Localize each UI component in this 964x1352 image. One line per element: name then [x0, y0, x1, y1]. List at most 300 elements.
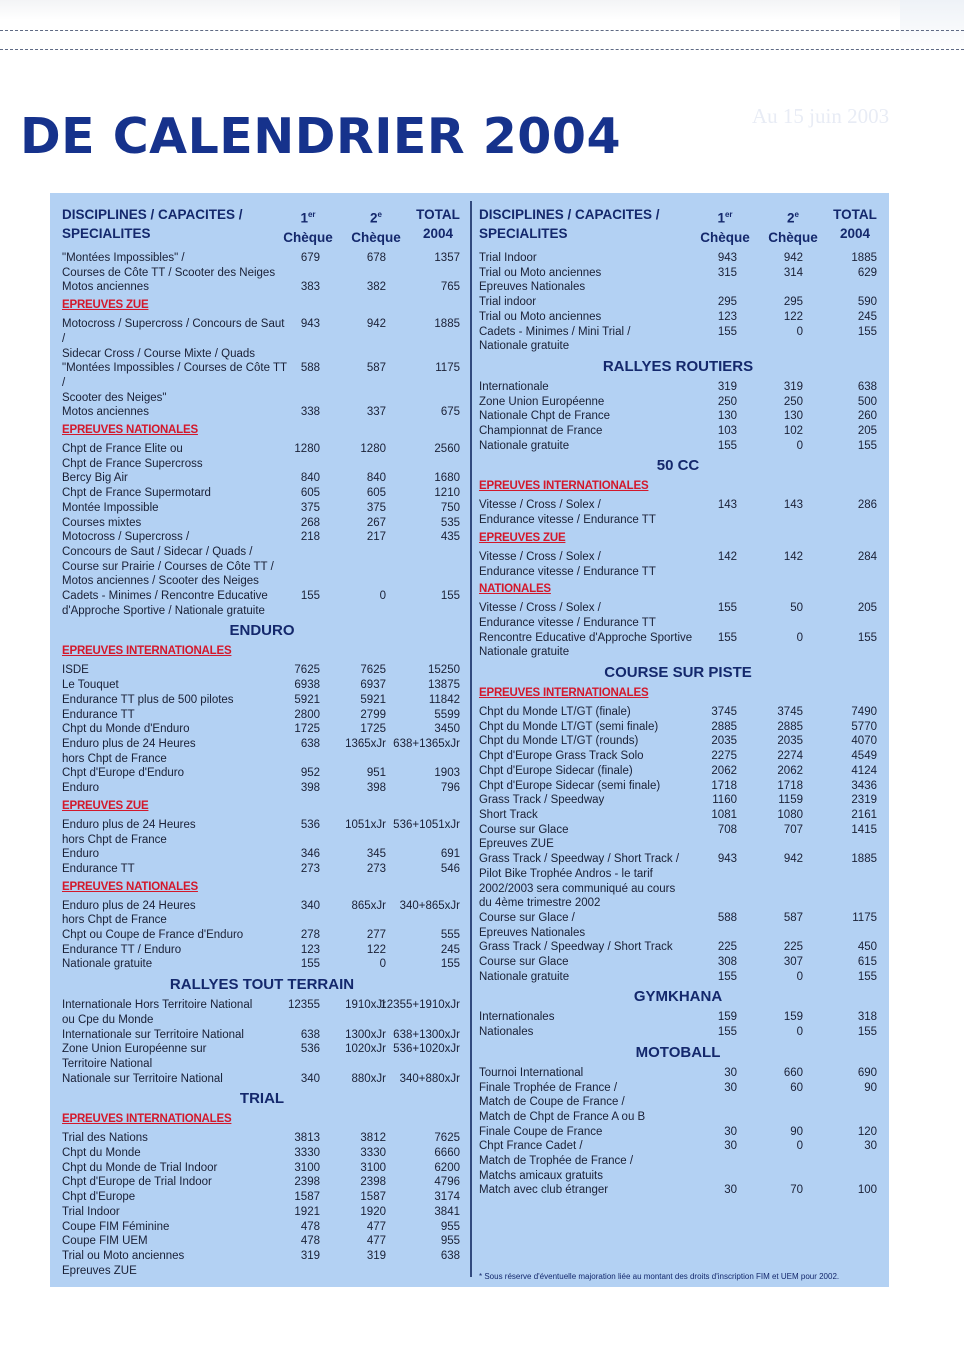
second-cheque-value: 295	[783, 296, 803, 309]
row-label-line: Enduro plus de 24 Heures	[62, 818, 196, 831]
second-cheque-value: 277	[366, 929, 386, 942]
first-cheque-value: 155	[717, 970, 737, 983]
row-label-line: Nationale Chpt de France	[479, 410, 611, 423]
second-cheque-value: 0	[796, 1026, 803, 1039]
first-cheque-value: 1725	[294, 723, 320, 736]
first-cheque-value: 2035	[711, 735, 737, 748]
total-value: 90	[864, 1081, 877, 1094]
row-label-line: Nationale gratuite	[479, 340, 570, 353]
second-cheque-value: 0	[379, 590, 386, 603]
total-value: 690	[857, 1066, 877, 1079]
total-value: 536+1051xJr	[393, 818, 460, 831]
total-value: 4796	[434, 1176, 460, 1189]
row-label-line: Bercy Big Air	[62, 472, 128, 485]
row-label-line: Chpt du Monde d'Enduro	[62, 723, 190, 736]
row-label-line: Endurance vitesse / Endurance TT	[479, 565, 656, 578]
column-divider	[470, 201, 472, 1277]
row-label-line: Trial Indoor	[479, 252, 537, 264]
tariff-row	[62, 486, 462, 501]
tariff-row	[479, 823, 877, 838]
tariff-row	[479, 325, 877, 354]
first-cheque-value: 708	[717, 823, 737, 836]
tariff-row	[479, 1139, 877, 1183]
total-value: 435	[440, 531, 460, 544]
row-label	[62, 317, 288, 361]
second-cheque-value: 102	[783, 425, 803, 438]
tariff-row	[62, 1220, 462, 1235]
first-cheque-value: 588	[717, 911, 737, 924]
total-value: 4549	[851, 750, 877, 763]
row-label	[62, 1264, 288, 1279]
header-title-line1: DISCIPLINES / CAPACITES /	[479, 207, 660, 222]
row-label-line: "Montées Impossibles" /	[62, 252, 185, 264]
first-cheque-value: 12355	[288, 999, 320, 1012]
row-label-line: Enduro plus de 24 Heures	[62, 737, 196, 750]
first-cheque-value: 478	[300, 1220, 320, 1233]
first-cheque-value: 30	[724, 1066, 737, 1079]
tariff-row	[62, 847, 462, 862]
second-cheque-value: 2062	[777, 764, 803, 777]
row-label-line: Motos anciennes	[62, 406, 149, 419]
tariff-row	[479, 409, 877, 424]
first-cheque-value: 478	[300, 1235, 320, 1248]
second-cheque-value: 477	[366, 1235, 386, 1248]
row-label-line: Course sur Prairie / Courses de Côte TT /	[62, 560, 274, 573]
tariff-row	[479, 1125, 877, 1140]
second-cheque-value: 319	[783, 380, 803, 393]
row-label-line: Concours de Saut / Sidecar / Quads /	[62, 545, 253, 558]
second-cheque-value: 2885	[777, 720, 803, 733]
header-title-line2: SPECIALITES	[62, 226, 151, 241]
header-title	[479, 205, 699, 243]
row-label	[62, 766, 288, 781]
tariff-row	[62, 471, 462, 486]
row-label-line: Endurance TT / Enduro	[62, 943, 182, 956]
total-value: 11842	[428, 693, 460, 706]
second-cheque-value: 2799	[360, 708, 386, 721]
first-cheque-value: 536	[300, 818, 320, 831]
row-label	[479, 940, 705, 955]
category-subheading: EPREUVES NATIONALES	[62, 880, 198, 893]
second-cheque-value: 2035	[777, 735, 803, 748]
row-label-line: Enduro	[62, 848, 100, 861]
row-label-line: Courses mixtes	[62, 516, 142, 529]
second-cheque-value: 142	[783, 550, 803, 563]
first-cheque-value: 338	[300, 406, 320, 419]
row-label-line: Chpt du Monde LT/GT (finale)	[479, 706, 631, 719]
second-cheque-value: 1051xJr	[345, 818, 386, 831]
first-cheque-value: 155	[300, 958, 320, 971]
tariff-row	[62, 862, 462, 877]
row-label	[62, 589, 288, 618]
total-value: 5599	[434, 708, 460, 721]
row-label	[62, 1072, 288, 1087]
tariff-row	[62, 781, 462, 796]
second-cheque-value: 225	[783, 941, 803, 954]
row-label-line: Vitesse / Cross / Solex /	[479, 602, 601, 615]
header-second-cheque	[344, 205, 408, 247]
row-label-line: Cadets - Minimes / Mini Trial /	[479, 325, 631, 338]
first-cheque-value: 638	[300, 1028, 320, 1041]
row-label	[62, 1220, 288, 1235]
row-label	[479, 409, 705, 424]
total-value: 155	[440, 590, 460, 603]
row-label	[479, 764, 705, 779]
total-value: 7490	[851, 706, 877, 719]
tariff-row	[479, 734, 877, 749]
row-label	[479, 395, 705, 410]
second-cheque-value: 345	[366, 848, 386, 861]
second-cheque-value: 2274	[777, 750, 803, 763]
tariff-row	[479, 720, 877, 735]
tariff-row	[479, 439, 877, 454]
row-label-line: Chpt du Monde de Trial Indoor	[62, 1161, 218, 1174]
first-cheque-value: 1160	[712, 794, 737, 807]
total-value: 750	[440, 501, 460, 514]
header-title-line2: SPECIALITES	[479, 226, 568, 241]
row-label-line: Finale Trophée de France /	[479, 1081, 618, 1094]
total-value: 286	[857, 499, 877, 512]
first-cheque-value: 398	[300, 782, 320, 795]
total-value: 765	[440, 281, 460, 294]
row-label-line: Chpt ou Coupe de France d'Enduro	[62, 929, 244, 942]
second-cheque-value: 1159	[778, 794, 803, 807]
total-value: 555	[440, 929, 460, 942]
tariff-row	[62, 766, 462, 781]
total-value: 675	[440, 406, 460, 419]
row-label	[62, 1175, 288, 1190]
row-label-line: Chpt du Monde LT/GT (rounds)	[479, 735, 639, 748]
second-cheque-value: 1020xJr	[345, 1043, 386, 1056]
first-cheque-value: 315	[717, 266, 737, 279]
row-label-line: Chpt de France Supermotard	[62, 487, 211, 500]
second-cheque-value: 143	[783, 499, 803, 512]
total-value: 5770	[851, 720, 877, 733]
tariff-row	[62, 361, 462, 405]
faint-show-through-text: Au 15 juin 2003	[752, 104, 890, 128]
row-label	[479, 280, 705, 295]
tariff-row	[62, 501, 462, 516]
row-label-line: Finale Coupe de France	[479, 1125, 603, 1138]
first-cheque-value: 295	[717, 296, 737, 309]
row-label-line: Chpt France Cadet /	[479, 1140, 583, 1153]
row-label-line: Coupe FIM UEM	[62, 1235, 148, 1248]
row-label	[479, 439, 705, 454]
first-cheque-value: 588	[300, 362, 320, 375]
tariff-row	[62, 998, 462, 1027]
left-column-header	[62, 205, 462, 247]
row-label	[479, 380, 705, 395]
total-value: 7625	[434, 1132, 460, 1145]
header-title	[62, 205, 282, 243]
header-second-suffix: e	[794, 210, 799, 219]
header-first-suffix: er	[307, 210, 316, 219]
row-label	[62, 943, 288, 958]
second-cheque-value: 159	[783, 1011, 803, 1024]
dashed-rule-bottom	[0, 49, 964, 50]
row-label-line: Grass Track / Speedway	[479, 794, 605, 807]
total-value: 120	[857, 1125, 877, 1138]
row-label	[62, 486, 288, 501]
second-cheque-value: 50	[790, 602, 803, 615]
second-cheque-value: 375	[366, 501, 386, 514]
tariff-row	[479, 1010, 877, 1025]
row-label	[62, 781, 288, 796]
row-label-line: Sidecar Cross / Course Mixte / Quads	[62, 347, 256, 360]
footnote: * Sous réserve d'éventuelle majoration liée au montant des droits d'inscription FIM et UEM pour 2002.	[479, 1272, 840, 1281]
category-subheading: EPREUVES INTERNATIONALES	[479, 687, 649, 700]
tariff-row	[62, 1146, 462, 1161]
tariff-row	[479, 310, 877, 325]
first-cheque-value: 143	[717, 499, 737, 512]
header-cheque-label: Chèque	[351, 229, 401, 245]
left-column	[62, 205, 462, 1278]
header-second-number: 2	[370, 210, 378, 226]
first-cheque-value: 5921	[294, 693, 320, 706]
tariff-row	[62, 1175, 462, 1190]
second-cheque-value: 0	[379, 958, 386, 971]
row-label	[62, 708, 288, 723]
first-cheque-value: 319	[717, 380, 737, 393]
row-label	[479, 955, 705, 970]
tariff-row	[62, 530, 462, 589]
row-label-line: Nationale gratuite	[479, 646, 570, 659]
first-cheque-value: 679	[300, 252, 320, 264]
row-label	[479, 926, 705, 941]
category-subheading: EPREUVES INTERNATIONALES	[62, 1113, 232, 1126]
second-cheque-value: 130	[783, 410, 803, 423]
tariff-row	[62, 678, 462, 693]
total-value: 155	[857, 439, 877, 452]
tariff-row	[62, 405, 462, 420]
row-label	[62, 722, 288, 737]
second-cheque-value: 1365xJr	[345, 737, 386, 750]
row-label-line: Match de Chpt de France A ou B	[479, 1110, 646, 1123]
row-label-line: Chpt du Monde LT/GT (semi finale)	[479, 720, 659, 733]
tariff-row	[479, 808, 877, 823]
first-cheque-value: 3813	[294, 1132, 320, 1145]
row-label-line: Nationale sur Territoire National	[62, 1072, 223, 1085]
second-cheque-value: 7625	[360, 664, 386, 677]
total-value: 15250	[428, 664, 460, 677]
category-subheading: EPREUVES ZUE	[62, 799, 149, 812]
tariff-row	[479, 926, 877, 941]
second-cheque-value: 477	[366, 1220, 386, 1233]
row-label-line: Nationale gratuite	[62, 958, 153, 971]
first-cheque-value: 225	[717, 941, 737, 954]
section-heading: MOTOBALL	[635, 1043, 721, 1061]
total-value: 955	[440, 1235, 460, 1248]
row-label-line: Scooter des Neiges"	[62, 391, 167, 404]
row-label	[479, 1183, 705, 1198]
first-cheque-value: 638	[300, 737, 320, 750]
header-second-cheque	[761, 205, 825, 247]
first-cheque-value: 605	[300, 487, 320, 500]
total-value: 318	[857, 1011, 877, 1024]
row-label-line: Territoire National	[62, 1057, 153, 1070]
tariff-row	[62, 899, 462, 928]
tariff-row	[62, 1249, 462, 1264]
second-cheque-value: 3812	[360, 1132, 386, 1145]
row-label-line: Matchs amicaux gratuits	[479, 1169, 603, 1182]
section-heading: ENDURO	[229, 622, 295, 640]
tariff-row	[62, 589, 462, 618]
tariff-row	[479, 764, 877, 779]
tariff-row	[479, 631, 877, 660]
tariff-row	[62, 708, 462, 723]
row-label-line: Chpt d'Europe Sidecar (finale)	[479, 764, 633, 777]
row-label-line: Course sur Glace	[479, 823, 569, 836]
row-label-line: Motos anciennes	[62, 281, 149, 294]
second-cheque-value: 267	[366, 516, 386, 529]
first-cheque-value: 2062	[711, 764, 737, 777]
tariff-row	[62, 693, 462, 708]
total-value: 3174	[434, 1191, 460, 1204]
header-first-suffix: er	[724, 210, 733, 219]
row-label	[62, 1028, 288, 1043]
second-cheque-value: 382	[366, 281, 386, 294]
row-label	[479, 550, 705, 579]
first-cheque-value: 155	[300, 590, 320, 603]
second-cheque-value: 1280	[360, 443, 386, 456]
second-cheque-value: 398	[366, 782, 386, 795]
tariff-row	[479, 852, 877, 911]
header-second-suffix: e	[377, 210, 382, 219]
total-value: 340+880xJr	[399, 1072, 460, 1085]
row-label-line: Internationale Hors Territoire National	[62, 999, 253, 1012]
row-label	[479, 749, 705, 764]
second-cheque-value: 70	[790, 1184, 803, 1197]
row-label-line: Chpt d'Europe	[62, 1191, 136, 1204]
section-heading: RALLYES TOUT TERRAIN	[169, 976, 355, 994]
first-cheque-value: 123	[300, 943, 320, 956]
second-cheque-value: 90	[790, 1125, 803, 1138]
total-value: 500	[857, 395, 877, 408]
first-cheque-value: 340	[300, 899, 320, 912]
total-value: 1903	[434, 767, 460, 780]
second-cheque-value: 2398	[360, 1176, 386, 1189]
total-value: 284	[857, 550, 877, 563]
total-value: 638+1300xJr	[393, 1028, 460, 1041]
tariff-row	[62, 722, 462, 737]
row-label	[479, 793, 705, 808]
tariff-row	[479, 1025, 877, 1040]
row-label	[62, 1249, 288, 1264]
row-label-line: Chpt d'Europe Grass Track Solo	[479, 750, 644, 763]
row-label	[62, 957, 288, 972]
tariff-row	[479, 940, 877, 955]
second-cheque-value: 1718	[777, 779, 803, 792]
second-cheque-value: 0	[796, 970, 803, 983]
row-label	[479, 808, 705, 823]
first-cheque-value: 155	[717, 1026, 737, 1039]
row-label	[62, 361, 288, 405]
tariff-row	[479, 380, 877, 395]
second-cheque-value: 0	[796, 631, 803, 644]
tariff-row	[479, 1081, 877, 1125]
dashed-rule-top	[0, 30, 964, 31]
first-cheque-value: 155	[717, 631, 737, 644]
row-label-line: Vitesse / Cross / Solex /	[479, 499, 601, 512]
first-cheque-value: 308	[717, 956, 737, 969]
first-cheque-value: 340	[300, 1072, 320, 1085]
row-label	[62, 471, 288, 486]
total-value: 30	[864, 1140, 877, 1153]
second-cheque-value: 840	[366, 472, 386, 485]
second-cheque-value: 3330	[360, 1147, 386, 1160]
row-label-line: ou Cpe du Monde	[62, 1013, 154, 1026]
row-label-line: Internationale	[479, 380, 549, 393]
header-first-number: 1	[717, 210, 725, 226]
row-label	[479, 779, 705, 794]
row-label	[62, 678, 288, 693]
total-value: 1175	[852, 911, 877, 924]
category-subheading: EPREUVES ZUE	[62, 299, 149, 312]
row-label	[62, 405, 288, 420]
row-label-line: d'Approche Sportive / Nationale gratuite	[62, 604, 265, 617]
tariff-row	[479, 601, 877, 630]
first-cheque-value: 1280	[294, 443, 320, 456]
first-cheque-value: 7625	[294, 664, 320, 677]
second-cheque-value: 587	[366, 362, 386, 375]
row-label-line: Endurance TT plus de 500 pilotes	[62, 693, 234, 706]
total-value: 536+1020xJr	[393, 1043, 460, 1056]
category-subheading: NATIONALES	[479, 583, 551, 596]
total-value: 13875	[428, 679, 460, 692]
tariff-row	[479, 749, 877, 764]
tariff-row	[62, 818, 462, 847]
row-label	[479, 266, 705, 281]
row-label-line: Chpt de France Supercross	[62, 457, 203, 470]
first-cheque-value: 2800	[294, 708, 320, 721]
section-heading: 50 CC	[656, 457, 700, 475]
row-label-line: Le Touquet	[62, 679, 119, 692]
header-first-cheque	[693, 205, 757, 247]
tariff-row	[62, 928, 462, 943]
total-value: 12355+1910xJr	[380, 999, 460, 1012]
row-label	[62, 1190, 288, 1205]
first-cheque-value: 130	[717, 410, 737, 423]
tariff-row	[62, 943, 462, 958]
row-label	[62, 862, 288, 877]
second-cheque-value: 250	[783, 395, 803, 408]
tariff-row	[62, 1234, 462, 1249]
tariff-row	[479, 1066, 877, 1081]
first-cheque-value: 3330	[294, 1147, 320, 1160]
row-label	[479, 720, 705, 735]
row-label-line: Nationale gratuite	[479, 439, 570, 452]
first-cheque-value: 943	[717, 252, 737, 264]
total-value: 1885	[851, 853, 877, 866]
row-label	[62, 899, 288, 928]
first-cheque-value: 30	[724, 1081, 737, 1094]
second-cheque-value: 865xJr	[351, 899, 386, 912]
tariff-row	[479, 498, 877, 527]
row-label-line: Rencontre Educative d'Approche Sportive	[479, 631, 693, 644]
tariff-row	[479, 424, 877, 439]
first-cheque-value: 159	[717, 1011, 737, 1024]
total-value: 245	[440, 943, 460, 956]
row-label-line: Montée Impossible	[62, 501, 159, 514]
row-label	[62, 928, 288, 943]
row-label-line: Chpt du Monde	[62, 1147, 141, 1160]
category-subheading: EPREUVES ZUE	[479, 531, 566, 544]
first-cheque-value: 30	[724, 1125, 737, 1138]
header-title-line1: DISCIPLINES / CAPACITES /	[62, 207, 243, 222]
row-label-line: Motos anciennes / Scooter des Neiges	[62, 575, 259, 588]
category-subheading: EPREUVES INTERNATIONALES	[62, 645, 232, 658]
second-cheque-value: 5921	[360, 693, 386, 706]
